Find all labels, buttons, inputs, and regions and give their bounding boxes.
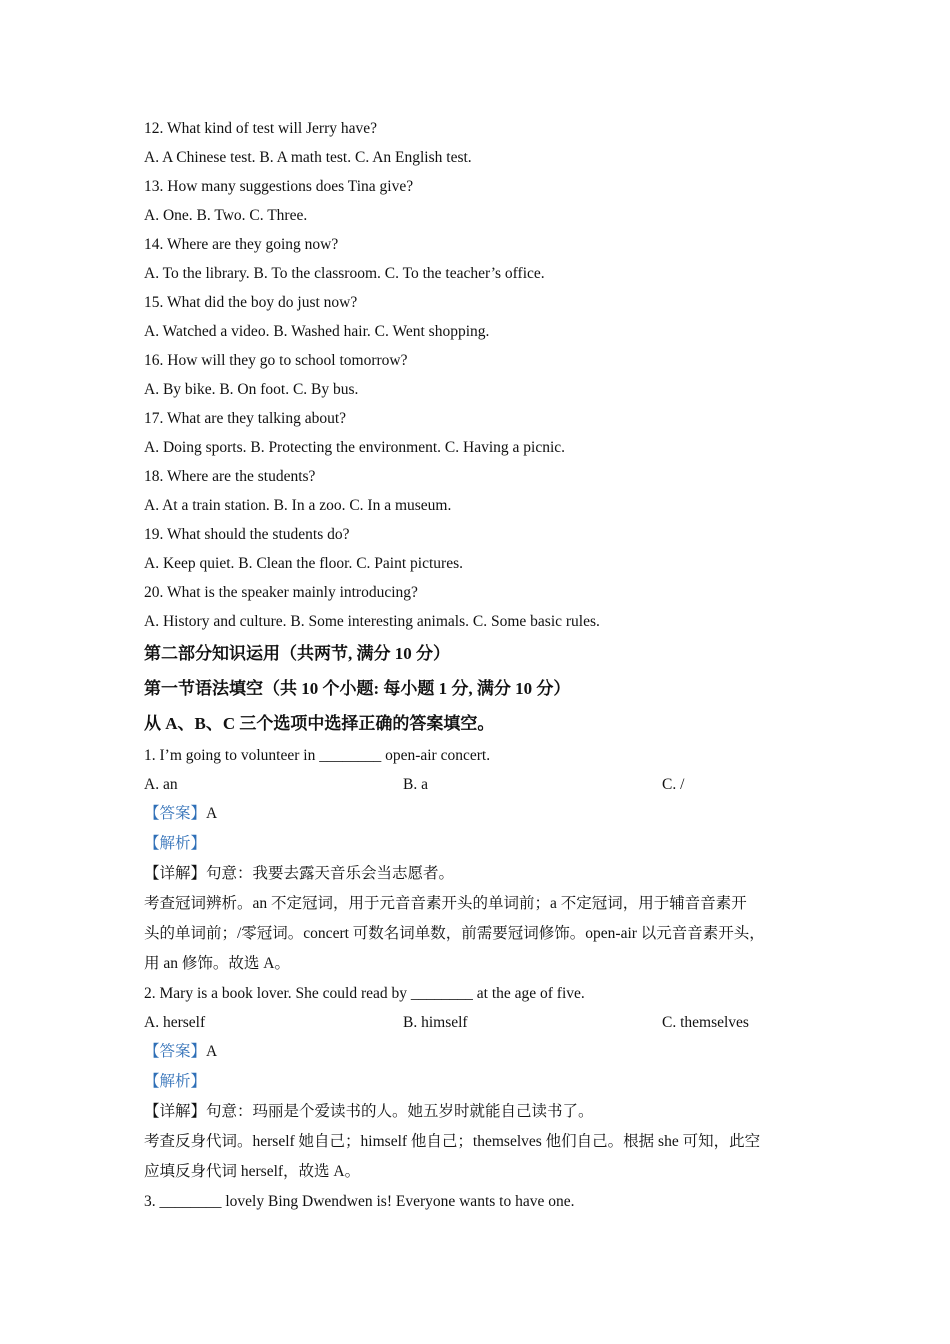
- option-a: A. herself: [144, 1014, 206, 1031]
- analysis-label: 【解析】: [144, 835, 207, 852]
- grammar-question-2: [144, 979, 814, 1187]
- option-c: C. themselves: [662, 1014, 749, 1031]
- instruction-heading: 从 A、B、C 三个选项中选择正确的答案填空。: [144, 714, 495, 733]
- question-text: 19. What should the students do?: [144, 526, 350, 543]
- part-two-heading: 第二部分知识运用（共两节, 满分 10 分）: [144, 644, 450, 663]
- question-options: A. Keep quiet. B. Clean the floor. C. Paint pictures.: [144, 555, 463, 572]
- explanation-line: 用 an 修饰。故选 A。: [144, 955, 290, 972]
- question-text: 20. What is the speaker mainly introducing?: [144, 584, 418, 601]
- answer-options: [144, 770, 814, 799]
- question-text: 18. Where are the students?: [144, 468, 316, 485]
- section-one-heading: 第一节语法填空（共 10 个小题: 每小题 1 分, 满分 10 分）: [144, 679, 571, 698]
- answer-line: [144, 1037, 814, 1067]
- answer-value: A: [206, 1043, 218, 1060]
- explanation-line: 考查冠词辨析。an 不定冠词，用于元音音素开头的单词前；a 不定冠词，用于辅音音素开: [144, 895, 747, 912]
- option-a: A. an: [144, 776, 178, 793]
- question-options: A. To the library. B. To the classroom. C. To the teacher’s office.: [144, 265, 545, 282]
- question-options: A. By bike. B. On foot. C. By bus.: [144, 381, 359, 398]
- detail-text: 句意：我要去露天音乐会当志愿者。: [206, 865, 455, 882]
- explanation-line: 头的单词前；/零冠词。concert 可数名词单数，前需要冠词修饰。open-air 以元音音素开头，: [144, 925, 765, 942]
- answer-options: [144, 1008, 814, 1037]
- explanation-line: 应填反身代词 herself，故选 A。: [144, 1163, 361, 1180]
- detail-label: 【详解】: [144, 1103, 207, 1120]
- question-text: 13. How many suggestions does Tina give?: [144, 178, 414, 195]
- grammar-question-3: [144, 1187, 814, 1216]
- question-text: 12. What kind of test will Jerry have?: [144, 120, 378, 137]
- question-options: A. A Chinese test. B. A math test. C. An English test.: [144, 149, 472, 166]
- answer-value: A: [206, 805, 218, 822]
- detail-line: [144, 859, 814, 889]
- question-text: 14. Where are they going now?: [144, 236, 339, 253]
- detail-line: [144, 1097, 814, 1127]
- detail-label: 【详解】: [144, 865, 207, 882]
- question-options: A. One. B. Two. C. Three.: [144, 207, 308, 224]
- question-options: A. At a train station. B. In a zoo. C. In a museum.: [144, 497, 452, 514]
- listening-questions: [144, 114, 814, 636]
- question-text: 15. What did the boy do just now?: [144, 294, 358, 311]
- analysis-label: 【解析】: [144, 1073, 207, 1090]
- question-text: 16. How will they go to school tomorrow?: [144, 352, 408, 369]
- option-b: B. himself: [403, 1014, 468, 1031]
- answer-line: [144, 799, 814, 829]
- option-b: B. a: [403, 776, 428, 793]
- grammar-question-1: [144, 741, 814, 979]
- option-c: C. /: [662, 776, 685, 793]
- detail-text: 句意：玛丽是个爱读书的人。她五岁时就能自己读书了。: [206, 1103, 594, 1120]
- question-text: 1. I’m going to volunteer in ________ open-air concert.: [144, 747, 491, 764]
- question-options: A. Doing sports. B. Protecting the environment. C. Having a picnic.: [144, 439, 566, 456]
- question-text: 17. What are they talking about?: [144, 410, 347, 427]
- explanation-line: 考查反身代词。herself 她自己；himself 他自己；themselves 他们自己。根据 she 可知，此空: [144, 1133, 761, 1150]
- analysis-line: [144, 1067, 814, 1097]
- document-content: [144, 114, 814, 1216]
- analysis-line: [144, 829, 814, 859]
- question-options: A. Watched a video. B. Washed hair. C. Went shopping.: [144, 323, 490, 340]
- answer-label: 【答案】: [144, 1043, 207, 1060]
- question-text: 2. Mary is a book lover. She could read by ________ at the age of five.: [144, 985, 585, 1002]
- answer-label: 【答案】: [144, 805, 207, 822]
- question-options: A. History and culture. B. Some interesting animals. C. Some basic rules.: [144, 613, 600, 630]
- question-text: 3. ________ lovely Bing Dwendwen is! Everyone wants to have one.: [144, 1193, 575, 1210]
